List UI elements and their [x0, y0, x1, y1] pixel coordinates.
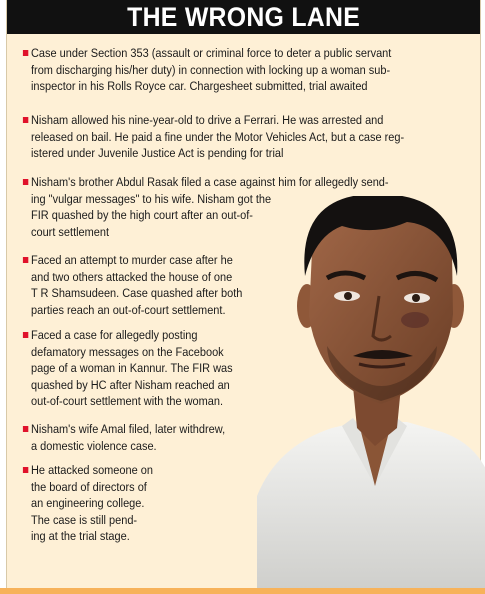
bullet-square-icon	[23, 50, 28, 56]
bullet-square-icon	[23, 467, 28, 473]
bullet-square-icon	[23, 332, 28, 338]
list-item: Faced a case for allegedly posting defamatory messages on the Facebook page of a woman in Kannur. The FIR was quashed by HC after Nisham reached an out-of-court settlement with the woman.	[31, 327, 233, 410]
list-item: Nisham's wife Amal filed, later withdrew, a domestic violence case.	[31, 421, 225, 454]
title-banner	[7, 0, 480, 34]
portrait-photo	[257, 196, 485, 588]
list-item: He attacked someone on the board of directors of an engineering college. The case is still pend- ing at the trial stage.	[31, 462, 153, 545]
list-item: Faced an attempt to murder case after he and two others attacked the house of one T R Shamsudeen. Case quashed after both parties reach an out-of-court settlement.	[31, 252, 242, 318]
list-item: Nisham's brother Abdul Rasak filed a case against him for allegedly send- ing "vulgar messages" to his wife. Nisham got the FIR quashed by the high court after an out-of- court settlement	[31, 174, 389, 240]
bullet-square-icon	[23, 257, 28, 263]
bullet-square-icon	[23, 117, 28, 123]
list-item: Nisham allowed his nine-year-old to drive a Ferrari. He was arrested and released on bail. He paid a fine under the Motor Vehicles Act, but a case reg- istered under Juvenile Justice Act is pending for trial	[31, 112, 404, 162]
list-item: Case under Section 353 (assault or criminal force to deter a public servant from discharging his/her duty) in connection with locking up a woman sub- inspector in his Rolls Royce car. Chargesheet submitted, trial awaited	[31, 45, 391, 95]
factbox-panel	[6, 0, 481, 588]
bullet-square-icon	[23, 426, 28, 432]
page-title: THE WRONG LANE	[127, 1, 360, 32]
bullet-square-icon	[23, 179, 28, 185]
accent-bar	[0, 588, 485, 594]
